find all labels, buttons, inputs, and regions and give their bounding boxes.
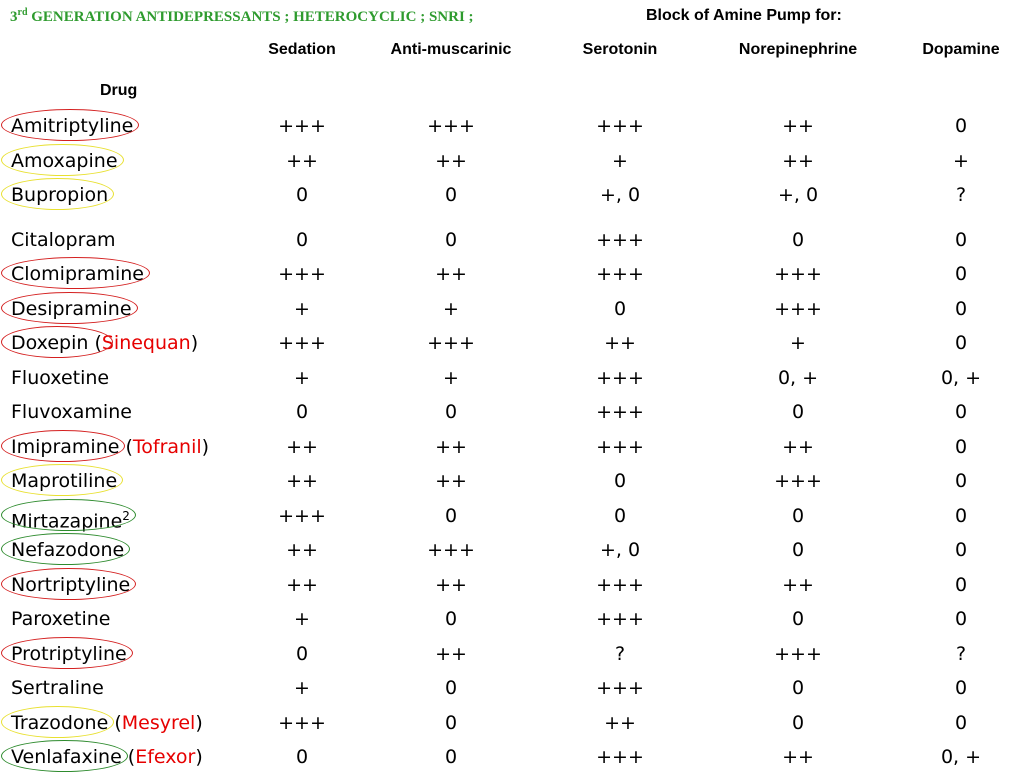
- table-row: [0, 572, 1024, 602]
- drug-name: Amoxapine: [11, 150, 118, 172]
- cell-anti-muscarinic: +++: [427, 332, 475, 354]
- cell-serotonin: ?: [614, 643, 626, 665]
- cell-dopamine: 0: [954, 574, 968, 596]
- cell-serotonin: +++: [596, 436, 644, 458]
- cell-norepinephrine: 0: [791, 712, 805, 734]
- cell-anti-muscarinic: +++: [427, 539, 475, 561]
- cell-sedation: ++: [286, 539, 318, 561]
- brand-name: Tofranil: [132, 436, 202, 458]
- cell-sedation: +: [294, 298, 310, 320]
- cell-serotonin: +++: [596, 608, 644, 630]
- cell-anti-muscarinic: 0: [444, 608, 458, 630]
- highlight-ellipse: [1, 533, 130, 565]
- table-row: [0, 537, 1024, 567]
- table-row: [0, 434, 1024, 464]
- cell-norepinephrine: ++: [782, 574, 814, 596]
- cell-norepinephrine: +: [790, 332, 806, 354]
- drug-name: Sertraline: [11, 677, 104, 699]
- highlight-ellipse: [1, 257, 150, 289]
- cell-norepinephrine: +++: [774, 470, 822, 492]
- cell-sedation: +: [294, 677, 310, 699]
- cell-serotonin: +++: [596, 574, 644, 596]
- cell-dopamine: 0: [954, 229, 968, 251]
- cell-serotonin: 0: [613, 505, 627, 527]
- cell-sedation: ++: [286, 470, 318, 492]
- cell-dopamine: 0: [954, 539, 968, 561]
- cell-norepinephrine: 0: [791, 505, 805, 527]
- cell-dopamine: 0: [954, 401, 968, 423]
- cell-dopamine: 0, +: [940, 367, 982, 389]
- cell-norepinephrine: ++: [782, 115, 814, 137]
- cell-sedation: 0: [295, 184, 309, 206]
- cell-norepinephrine: 0: [791, 229, 805, 251]
- table-row: [0, 113, 1024, 143]
- table-row: [0, 148, 1024, 178]
- table-row: [0, 710, 1024, 740]
- cell-serotonin: +, 0: [599, 184, 641, 206]
- cell-serotonin: +++: [596, 401, 644, 423]
- cell-sedation: +++: [278, 505, 326, 527]
- cell-anti-muscarinic: ++: [435, 436, 467, 458]
- cell-serotonin: 0: [613, 470, 627, 492]
- cell-norepinephrine: 0: [791, 401, 805, 423]
- cell-norepinephrine: 0: [791, 608, 805, 630]
- cell-sedation: +++: [278, 712, 326, 734]
- cell-dopamine: 0: [954, 712, 968, 734]
- cell-dopamine: +: [953, 150, 969, 172]
- highlight-ellipse: [1, 706, 114, 738]
- highlight-ellipse: [1, 499, 136, 531]
- cell-dopamine: ?: [955, 184, 967, 206]
- table-row: [0, 399, 1024, 429]
- highlight-ellipse: [1, 292, 138, 324]
- highlight-ellipse: [1, 144, 124, 176]
- cell-serotonin: +++: [596, 367, 644, 389]
- cell-norepinephrine: ++: [782, 150, 814, 172]
- cell-serotonin: +++: [596, 746, 644, 768]
- cell-dopamine: ?: [955, 643, 967, 665]
- cell-sedation: 0: [295, 229, 309, 251]
- cell-norepinephrine: 0: [791, 677, 805, 699]
- table-row: [0, 261, 1024, 291]
- table-row: [0, 365, 1024, 395]
- cell-dopamine: 0: [954, 608, 968, 630]
- cell-serotonin: ++: [604, 332, 636, 354]
- cell-sedation: +++: [278, 263, 326, 285]
- drug-name: Fluvoxamine: [11, 401, 132, 423]
- drug-name: Bupropion: [11, 184, 109, 206]
- table-row: [0, 182, 1024, 212]
- cell-serotonin: ++: [604, 712, 636, 734]
- table-row: [0, 296, 1024, 326]
- cell-anti-muscarinic: +: [443, 367, 459, 389]
- block-header: Block of Amine Pump for:: [646, 7, 842, 24]
- table-row: [0, 675, 1024, 705]
- cell-anti-muscarinic: 0: [444, 505, 458, 527]
- cell-anti-muscarinic: 0: [444, 229, 458, 251]
- column-header-sedation: Sedation: [268, 41, 336, 58]
- drug-name: Venlafaxine (Efexor): [11, 746, 203, 768]
- cell-norepinephrine: ++: [782, 746, 814, 768]
- cell-dopamine: 0, +: [940, 746, 982, 768]
- highlight-ellipse: [1, 178, 114, 210]
- highlight-ellipse: [1, 740, 128, 772]
- column-header-norepinephrine: Norepinephrine: [738, 41, 858, 58]
- drug-name: Imipramine (Tofranil): [11, 436, 210, 458]
- cell-dopamine: 0: [954, 298, 968, 320]
- cell-anti-muscarinic: ++: [435, 150, 467, 172]
- cell-serotonin: +: [612, 150, 628, 172]
- cell-dopamine: 0: [954, 332, 968, 354]
- cell-sedation: 0: [295, 746, 309, 768]
- cell-sedation: +++: [278, 115, 326, 137]
- cell-sedation: ++: [286, 574, 318, 596]
- drug-name: Trazodone (Mesyrel): [11, 712, 203, 734]
- brand-name: Mesyrel: [121, 712, 196, 734]
- table-row: [0, 744, 1024, 774]
- drug-column-header: Drug: [100, 82, 138, 99]
- cell-anti-muscarinic: 0: [444, 401, 458, 423]
- cell-dopamine: 0: [954, 505, 968, 527]
- drug-name: Protriptyline: [11, 643, 127, 665]
- highlight-ellipse: [1, 430, 125, 462]
- cell-norepinephrine: +++: [774, 643, 822, 665]
- cell-anti-muscarinic: 0: [444, 712, 458, 734]
- brand-name: Sinequan: [101, 332, 191, 354]
- cell-norepinephrine: +++: [774, 263, 822, 285]
- cell-anti-muscarinic: 0: [444, 746, 458, 768]
- drug-name: Clomipramine: [11, 263, 144, 285]
- cell-serotonin: +++: [596, 229, 644, 251]
- cell-norepinephrine: +, 0: [777, 184, 819, 206]
- cell-norepinephrine: 0: [791, 539, 805, 561]
- table-row: [0, 468, 1024, 498]
- column-header-serotonin: Serotonin: [582, 41, 658, 58]
- cell-dopamine: 0: [954, 263, 968, 285]
- column-header-dopamine: Dopamine: [922, 41, 1000, 58]
- cell-dopamine: 0: [954, 436, 968, 458]
- cell-anti-muscarinic: ++: [435, 574, 467, 596]
- cell-sedation: +: [294, 608, 310, 630]
- cell-norepinephrine: 0, +: [777, 367, 819, 389]
- drug-name: Amitriptyline: [11, 115, 134, 137]
- cell-anti-muscarinic: ++: [435, 643, 467, 665]
- cell-sedation: ++: [286, 150, 318, 172]
- cell-sedation: 0: [295, 401, 309, 423]
- cell-serotonin: +++: [596, 263, 644, 285]
- drug-name: Nortriptyline: [11, 574, 131, 596]
- cell-anti-muscarinic: +++: [427, 115, 475, 137]
- highlight-ellipse: [1, 637, 133, 669]
- table-row: [0, 330, 1024, 360]
- brand-name: Efexor: [135, 746, 196, 768]
- cell-anti-muscarinic: ++: [435, 263, 467, 285]
- drug-name: Paroxetine: [11, 608, 111, 630]
- cell-sedation: 0: [295, 643, 309, 665]
- drug-name: Citalopram: [11, 229, 116, 251]
- drug-name: Doxepin (Sinequan): [11, 332, 199, 354]
- cell-sedation: +++: [278, 332, 326, 354]
- cell-sedation: +: [294, 367, 310, 389]
- highlight-ellipse: [1, 109, 139, 141]
- cell-sedation: ++: [286, 436, 318, 458]
- highlight-ellipse: [1, 326, 113, 358]
- drug-name: Fluoxetine: [11, 367, 110, 389]
- cell-anti-muscarinic: 0: [444, 677, 458, 699]
- cell-serotonin: +, 0: [599, 539, 641, 561]
- drug-name: Maprotiline: [11, 470, 118, 492]
- column-header-anti-muscarinic: Anti-muscarinic: [390, 41, 512, 58]
- highlight-ellipse: [1, 568, 136, 600]
- table-row: [0, 606, 1024, 636]
- cell-norepinephrine: ++: [782, 436, 814, 458]
- slide-title: 3rd GENERATION ANTIDEPRESSANTS ; HETEROCYCLIC ; SNRI ;: [10, 7, 474, 25]
- highlight-ellipse: [1, 464, 123, 496]
- cell-anti-muscarinic: ++: [435, 470, 467, 492]
- drug-name: Mirtazapine$^2$: [11, 509, 130, 533]
- cell-norepinephrine: +++: [774, 298, 822, 320]
- cell-dopamine: 0: [954, 470, 968, 492]
- cell-anti-muscarinic: +: [443, 298, 459, 320]
- drug-name: Nefazodone: [11, 539, 125, 561]
- cell-dopamine: 0: [954, 115, 968, 137]
- cell-serotonin: +++: [596, 115, 644, 137]
- cell-dopamine: 0: [954, 677, 968, 699]
- drug-name: Desipramine: [11, 298, 132, 320]
- table-row: [0, 641, 1024, 671]
- cell-serotonin: 0: [613, 298, 627, 320]
- table-row: [0, 503, 1024, 533]
- cell-anti-muscarinic: 0: [444, 184, 458, 206]
- table-row: [0, 227, 1024, 257]
- cell-serotonin: +++: [596, 677, 644, 699]
